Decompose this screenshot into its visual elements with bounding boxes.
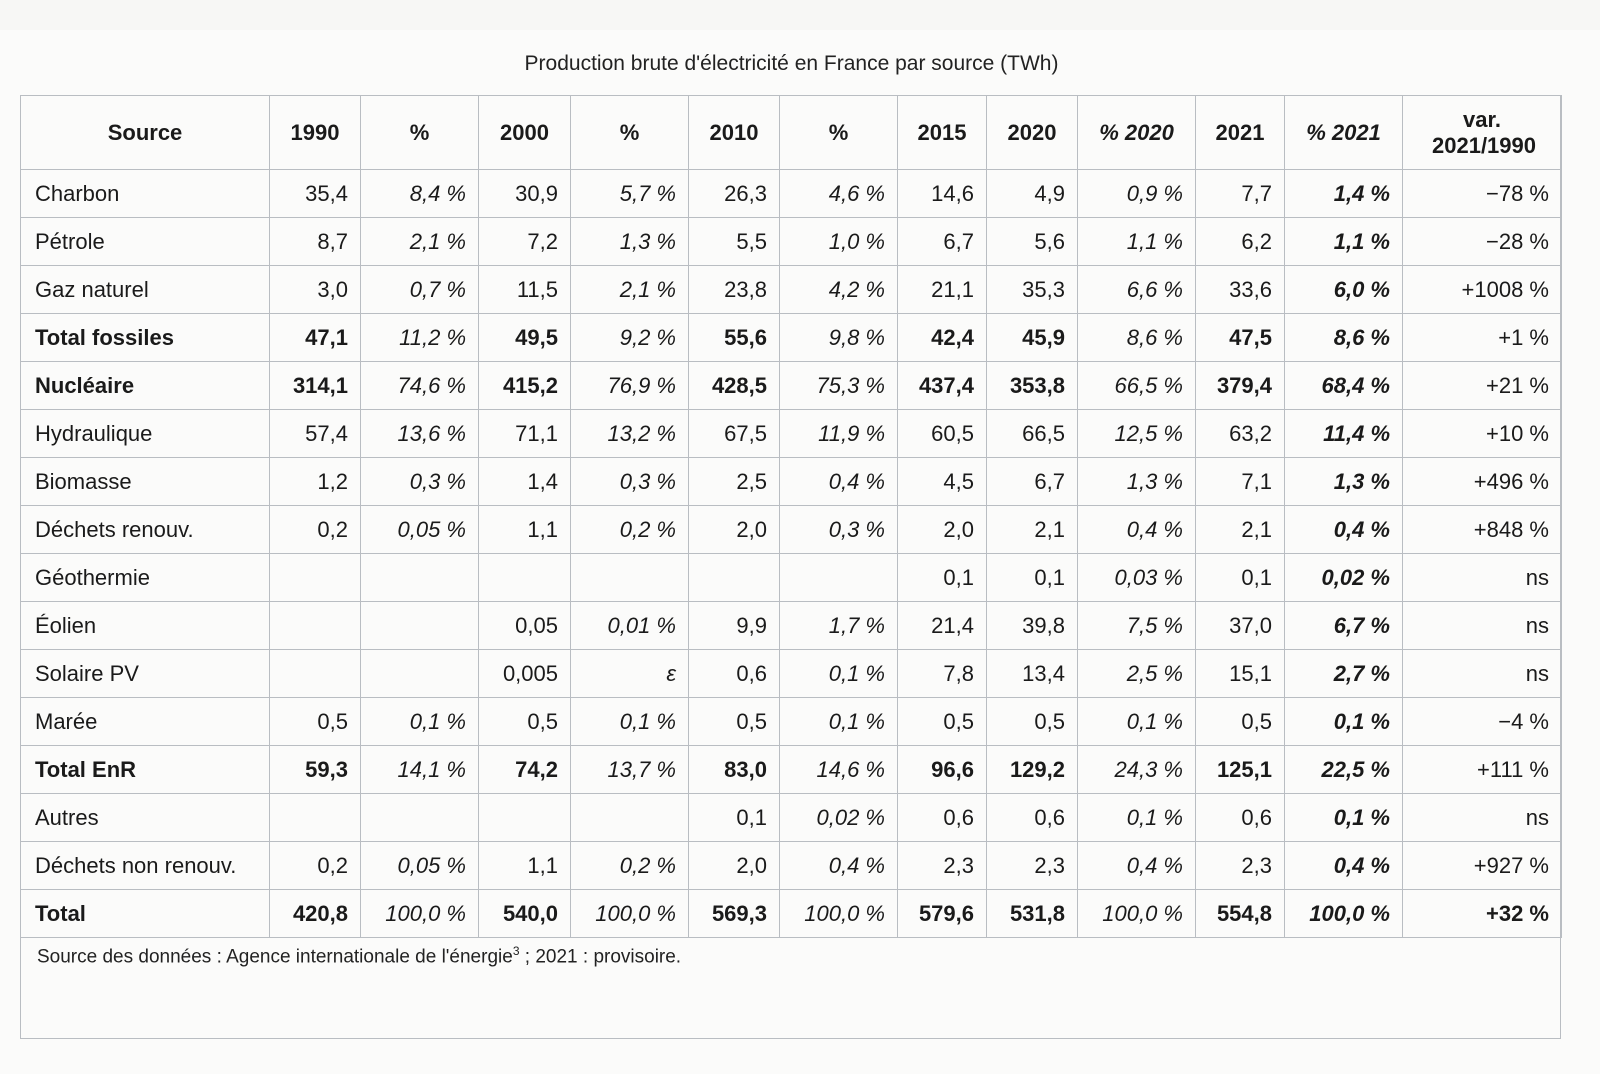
- cell-variation: +111 %: [1403, 746, 1562, 794]
- cell-pct-2000: 0,01 %: [571, 602, 689, 650]
- cell-pct-2000: [571, 794, 689, 842]
- table-row: [21, 362, 1562, 410]
- cell-2010: 0,6: [689, 650, 780, 698]
- cell-2010: [689, 554, 780, 602]
- cell-2020: 2,3: [987, 842, 1078, 890]
- cell-pct-2020: 1,1 %: [1078, 218, 1196, 266]
- cell-1990: 47,1: [270, 314, 361, 362]
- cell-pct-2021: 6,0 %: [1285, 266, 1403, 314]
- cell-pct-2021: 0,4 %: [1285, 506, 1403, 554]
- cell-pct-2020: 0,9 %: [1078, 170, 1196, 218]
- cell-pct-2020: 8,6 %: [1078, 314, 1196, 362]
- cell-2010: 23,8: [689, 266, 780, 314]
- cell-2021: 379,4: [1196, 362, 1285, 410]
- cell-2015: 21,1: [898, 266, 987, 314]
- cell-2000: 0,005: [479, 650, 571, 698]
- header-source: Source: [21, 96, 270, 170]
- table-title: Production brute d'électricité en France par source (TWh): [524, 52, 1059, 75]
- cell-pct-2010: [780, 554, 898, 602]
- cell-source: Total: [21, 890, 270, 938]
- cell-pct-2010: 0,4 %: [780, 842, 898, 890]
- table-row: [21, 410, 1562, 458]
- cell-pct-2020: 0,1 %: [1078, 794, 1196, 842]
- cell-2015: 21,4: [898, 602, 987, 650]
- cell-1990: 35,4: [270, 170, 361, 218]
- cell-1990: 0,2: [270, 842, 361, 890]
- cell-2021: 7,1: [1196, 458, 1285, 506]
- cell-source: Charbon: [21, 170, 270, 218]
- cell-2020: 5,6: [987, 218, 1078, 266]
- cell-2000: 7,2: [479, 218, 571, 266]
- cell-1990: [270, 650, 361, 698]
- cell-2010: 67,5: [689, 410, 780, 458]
- cell-pct-2010: 4,6 %: [780, 170, 898, 218]
- cell-2021: 33,6: [1196, 266, 1285, 314]
- cell-2000: 1,4: [479, 458, 571, 506]
- cell-1990: 57,4: [270, 410, 361, 458]
- cell-source: Hydraulique: [21, 410, 270, 458]
- cell-2015: 437,4: [898, 362, 987, 410]
- header-2010: 2010: [689, 96, 780, 170]
- cell-2020: 353,8: [987, 362, 1078, 410]
- cell-2000: 11,5: [479, 266, 571, 314]
- cell-source: Solaire PV: [21, 650, 270, 698]
- cell-pct-1990: [361, 650, 479, 698]
- cell-2021: 7,7: [1196, 170, 1285, 218]
- cell-pct-2021: 68,4 %: [1285, 362, 1403, 410]
- cell-variation: +496 %: [1403, 458, 1562, 506]
- cell-2000: 415,2: [479, 362, 571, 410]
- cell-pct-2020: 24,3 %: [1078, 746, 1196, 794]
- cell-1990: 0,2: [270, 506, 361, 554]
- cell-pct-1990: 13,6 %: [361, 410, 479, 458]
- cell-2020: 129,2: [987, 746, 1078, 794]
- cell-2015: 4,5: [898, 458, 987, 506]
- cell-2000: 1,1: [479, 506, 571, 554]
- cell-2020: 0,1: [987, 554, 1078, 602]
- header-1990: 1990: [270, 96, 361, 170]
- header-pct-1990: %: [361, 96, 479, 170]
- cell-2010: 569,3: [689, 890, 780, 938]
- cell-variation: +10 %: [1403, 410, 1562, 458]
- cell-pct-2021: 2,7 %: [1285, 650, 1403, 698]
- cell-2021: 2,3: [1196, 842, 1285, 890]
- cell-variation: −28 %: [1403, 218, 1562, 266]
- cell-1990: 8,7: [270, 218, 361, 266]
- cell-2000: 30,9: [479, 170, 571, 218]
- cell-2015: 96,6: [898, 746, 987, 794]
- cell-1990: 1,2: [270, 458, 361, 506]
- cell-source: Déchets non renouv.: [21, 842, 270, 890]
- cell-2021: 47,5: [1196, 314, 1285, 362]
- cell-pct-2021: 100,0 %: [1285, 890, 1403, 938]
- table-row: [21, 314, 1562, 362]
- cell-2000: 0,05: [479, 602, 571, 650]
- cell-pct-2010: 0,1 %: [780, 698, 898, 746]
- cell-2020: 45,9: [987, 314, 1078, 362]
- cell-2010: 0,1: [689, 794, 780, 842]
- cell-pct-2010: 100,0 %: [780, 890, 898, 938]
- cell-variation: +1008 %: [1403, 266, 1562, 314]
- cell-source: Autres: [21, 794, 270, 842]
- cell-pct-1990: 11,2 %: [361, 314, 479, 362]
- cell-source: Biomasse: [21, 458, 270, 506]
- cell-pct-2000: 9,2 %: [571, 314, 689, 362]
- cell-variation: +1 %: [1403, 314, 1562, 362]
- cell-pct-2000: 2,1 %: [571, 266, 689, 314]
- cell-pct-2000: 100,0 %: [571, 890, 689, 938]
- cell-pct-1990: 8,4 %: [361, 170, 479, 218]
- cell-pct-1990: 0,3 %: [361, 458, 479, 506]
- cell-pct-2010: 0,02 %: [780, 794, 898, 842]
- cell-1990: [270, 794, 361, 842]
- cell-pct-1990: 0,05 %: [361, 842, 479, 890]
- cell-pct-2000: 1,3 %: [571, 218, 689, 266]
- cell-pct-2010: 9,8 %: [780, 314, 898, 362]
- cell-2021: 0,1: [1196, 554, 1285, 602]
- cell-2015: 7,8: [898, 650, 987, 698]
- cell-2010: 9,9: [689, 602, 780, 650]
- cell-pct-1990: 0,05 %: [361, 506, 479, 554]
- cell-variation: −78 %: [1403, 170, 1562, 218]
- table-row: [21, 218, 1562, 266]
- table-row: [21, 458, 1562, 506]
- cell-2020: 0,6: [987, 794, 1078, 842]
- cell-pct-1990: 14,1 %: [361, 746, 479, 794]
- cell-2010: 428,5: [689, 362, 780, 410]
- cell-2021: 0,5: [1196, 698, 1285, 746]
- cell-source: Nucléaire: [21, 362, 270, 410]
- cell-2021: 37,0: [1196, 602, 1285, 650]
- cell-source: Marée: [21, 698, 270, 746]
- cell-source: Total fossiles: [21, 314, 270, 362]
- cell-2000: 540,0: [479, 890, 571, 938]
- cell-pct-1990: [361, 794, 479, 842]
- table-row: [21, 842, 1562, 890]
- table-row: [21, 698, 1562, 746]
- cell-2020: 0,5: [987, 698, 1078, 746]
- header-2021: 2021: [1196, 96, 1285, 170]
- cell-2020: 35,3: [987, 266, 1078, 314]
- cell-pct-2000: ε: [571, 650, 689, 698]
- cell-variation: +848 %: [1403, 506, 1562, 554]
- cell-pct-2020: 0,4 %: [1078, 842, 1196, 890]
- cell-pct-2021: 0,1 %: [1285, 698, 1403, 746]
- cell-variation: −4 %: [1403, 698, 1562, 746]
- cell-pct-1990: [361, 602, 479, 650]
- cell-source: Géothermie: [21, 554, 270, 602]
- cell-pct-1990: 74,6 %: [361, 362, 479, 410]
- header-pct-2020: % 2020: [1078, 96, 1196, 170]
- cell-pct-2020: 1,3 %: [1078, 458, 1196, 506]
- cell-2021: 554,8: [1196, 890, 1285, 938]
- cell-source: Éolien: [21, 602, 270, 650]
- table-row: [21, 602, 1562, 650]
- cell-pct-2021: 1,1 %: [1285, 218, 1403, 266]
- cell-2015: 6,7: [898, 218, 987, 266]
- cell-pct-2020: 2,5 %: [1078, 650, 1196, 698]
- cell-2020: 66,5: [987, 410, 1078, 458]
- cell-pct-2000: 0,2 %: [571, 842, 689, 890]
- cell-2015: 579,6: [898, 890, 987, 938]
- cell-pct-2000: [571, 554, 689, 602]
- cell-2015: 14,6: [898, 170, 987, 218]
- cell-2010: 2,5: [689, 458, 780, 506]
- table-row: [21, 746, 1562, 794]
- cell-variation: ns: [1403, 794, 1562, 842]
- table-row: [21, 650, 1562, 698]
- cell-2021: 0,6: [1196, 794, 1285, 842]
- cell-source: Total EnR: [21, 746, 270, 794]
- cell-2021: 63,2: [1196, 410, 1285, 458]
- header-pct-2010: %: [780, 96, 898, 170]
- cell-2021: 15,1: [1196, 650, 1285, 698]
- cell-2020: 531,8: [987, 890, 1078, 938]
- cell-2010: 5,5: [689, 218, 780, 266]
- header-2000: 2000: [479, 96, 571, 170]
- cell-2021: 2,1: [1196, 506, 1285, 554]
- cell-pct-2021: 0,4 %: [1285, 842, 1403, 890]
- cell-pct-2021: 6,7 %: [1285, 602, 1403, 650]
- cell-2000: 0,5: [479, 698, 571, 746]
- cell-2010: 2,0: [689, 506, 780, 554]
- cell-variation: ns: [1403, 650, 1562, 698]
- cell-2010: 0,5: [689, 698, 780, 746]
- cell-1990: [270, 602, 361, 650]
- cell-pct-2010: 75,3 %: [780, 362, 898, 410]
- cell-2000: [479, 554, 571, 602]
- cell-pct-2010: 1,0 %: [780, 218, 898, 266]
- table-body: [21, 170, 1562, 938]
- cell-pct-2020: 66,5 %: [1078, 362, 1196, 410]
- electricity-production-table: [20, 95, 1562, 938]
- cell-2000: 1,1: [479, 842, 571, 890]
- cell-pct-2000: 5,7 %: [571, 170, 689, 218]
- cell-2020: 4,9: [987, 170, 1078, 218]
- cell-pct-2010: 0,4 %: [780, 458, 898, 506]
- cell-pct-2010: 1,7 %: [780, 602, 898, 650]
- source-note-prefix: Source des données : Agence internationale de l'énergie: [37, 946, 513, 968]
- cell-2021: 6,2: [1196, 218, 1285, 266]
- cell-2015: 2,0: [898, 506, 987, 554]
- cell-pct-2021: 1,3 %: [1285, 458, 1403, 506]
- cell-pct-2020: 6,6 %: [1078, 266, 1196, 314]
- cell-pct-2010: 4,2 %: [780, 266, 898, 314]
- cell-2020: 13,4: [987, 650, 1078, 698]
- source-note: [37, 944, 681, 968]
- table-row: [21, 506, 1562, 554]
- cell-pct-2021: 0,1 %: [1285, 794, 1403, 842]
- cell-source: Déchets renouv.: [21, 506, 270, 554]
- cell-1990: 314,1: [270, 362, 361, 410]
- cell-2015: 42,4: [898, 314, 987, 362]
- cell-pct-1990: 0,1 %: [361, 698, 479, 746]
- cell-pct-2021: 1,4 %: [1285, 170, 1403, 218]
- cell-variation: +927 %: [1403, 842, 1562, 890]
- cell-pct-2021: 22,5 %: [1285, 746, 1403, 794]
- table-row: [21, 170, 1562, 218]
- table-row: [21, 794, 1562, 842]
- cell-pct-2020: 100,0 %: [1078, 890, 1196, 938]
- cell-2000: 74,2: [479, 746, 571, 794]
- table-row: [21, 554, 1562, 602]
- cell-source: Gaz naturel: [21, 266, 270, 314]
- cell-variation: +21 %: [1403, 362, 1562, 410]
- header-pct-2021: % 2021: [1285, 96, 1403, 170]
- cell-2015: 60,5: [898, 410, 987, 458]
- cell-2000: 71,1: [479, 410, 571, 458]
- cell-variation: +32 %: [1403, 890, 1562, 938]
- cell-1990: 59,3: [270, 746, 361, 794]
- cell-pct-2010: 0,3 %: [780, 506, 898, 554]
- cell-pct-2010: 0,1 %: [780, 650, 898, 698]
- cell-1990: 0,5: [270, 698, 361, 746]
- cell-pct-2020: 0,03 %: [1078, 554, 1196, 602]
- cell-variation: ns: [1403, 602, 1562, 650]
- cell-pct-2021: 11,4 %: [1285, 410, 1403, 458]
- header-variation-text: var. 2021/1990: [1432, 106, 1536, 158]
- cell-pct-2020: 12,5 %: [1078, 410, 1196, 458]
- cell-pct-1990: 0,7 %: [361, 266, 479, 314]
- cell-pct-2000: 13,7 %: [571, 746, 689, 794]
- header-variation: [1403, 96, 1562, 170]
- source-note-footnote: 3: [512, 944, 520, 958]
- cell-source: Pétrole: [21, 218, 270, 266]
- cell-2020: 6,7: [987, 458, 1078, 506]
- cell-variation: ns: [1403, 554, 1562, 602]
- cell-2015: 0,5: [898, 698, 987, 746]
- cell-pct-1990: [361, 554, 479, 602]
- cell-2010: 55,6: [689, 314, 780, 362]
- cell-pct-2020: 7,5 %: [1078, 602, 1196, 650]
- cell-2020: 39,8: [987, 602, 1078, 650]
- header-pct-2000: %: [571, 96, 689, 170]
- cell-pct-2020: 0,4 %: [1078, 506, 1196, 554]
- header-2015: 2015: [898, 96, 987, 170]
- cell-1990: [270, 554, 361, 602]
- cell-pct-1990: 100,0 %: [361, 890, 479, 938]
- cell-pct-2010: 14,6 %: [780, 746, 898, 794]
- cell-1990: 3,0: [270, 266, 361, 314]
- cell-pct-2021: 8,6 %: [1285, 314, 1403, 362]
- cell-2015: 2,3: [898, 842, 987, 890]
- cell-2010: 83,0: [689, 746, 780, 794]
- cell-2015: 0,6: [898, 794, 987, 842]
- cell-pct-2020: 0,1 %: [1078, 698, 1196, 746]
- table-row: [21, 890, 1562, 938]
- cell-2021: 125,1: [1196, 746, 1285, 794]
- source-note-suffix: ; 2021 : provisoire.: [519, 946, 682, 968]
- cell-pct-2000: 0,2 %: [571, 506, 689, 554]
- cell-2015: 0,1: [898, 554, 987, 602]
- cell-2000: 49,5: [479, 314, 571, 362]
- cell-pct-2021: 0,02 %: [1285, 554, 1403, 602]
- cell-2000: [479, 794, 571, 842]
- cell-2010: 2,0: [689, 842, 780, 890]
- cell-2020: 2,1: [987, 506, 1078, 554]
- cell-pct-2010: 11,9 %: [780, 410, 898, 458]
- cell-2010: 26,3: [689, 170, 780, 218]
- cell-pct-2000: 0,1 %: [571, 698, 689, 746]
- header-2020: 2020: [987, 96, 1078, 170]
- header-row: [21, 96, 1562, 170]
- cell-pct-2000: 76,9 %: [571, 362, 689, 410]
- cell-pct-2000: 13,2 %: [571, 410, 689, 458]
- cell-1990: 420,8: [270, 890, 361, 938]
- cell-pct-2000: 0,3 %: [571, 458, 689, 506]
- table-row: [21, 266, 1562, 314]
- cell-pct-1990: 2,1 %: [361, 218, 479, 266]
